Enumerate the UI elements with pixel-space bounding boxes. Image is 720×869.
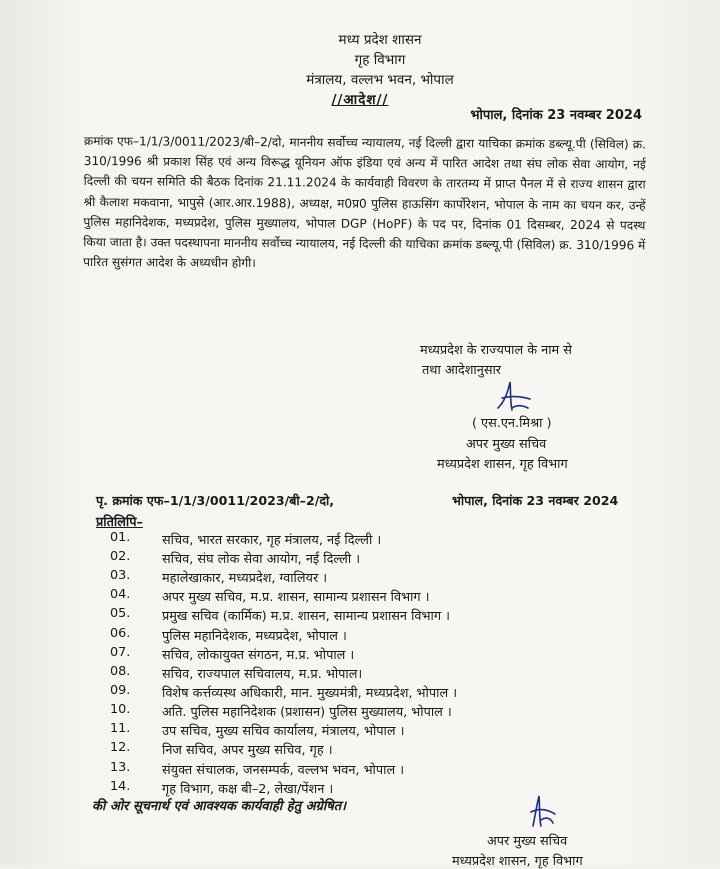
header-government: मध्य प्रदेश शासन [338, 32, 422, 48]
signature-icon [490, 378, 540, 418]
list-item-text: पुलिस महानिदेशक, मध्यप्रदेश, भोपाल । [162, 629, 347, 644]
list-item-number: 13. [110, 760, 131, 775]
authority-line-1: मध्यप्रदेश के राज्यपाल के नाम से [420, 343, 572, 358]
list-item-number: 05. [110, 606, 131, 621]
signatory-department: मध्यप्रदेश शासन, गृह विभाग [437, 457, 568, 472]
closing-note: की ओर सूचनार्थ एवं आवश्यक कार्यवाही हेतु अग्रेषित। [92, 799, 347, 814]
list-item-text: गृह विभाग, कक्ष बी–2, लेखा/पेंशन । [162, 782, 334, 797]
list-item-number: 06. [110, 626, 131, 641]
list-item-text: अति. पुलिस महानिदेशक (प्रशासन) पुलिस मुख्यालय, भोपाल । [162, 705, 452, 720]
footer-signatory-title: अपर मुख्य सचिव [487, 834, 568, 849]
list-item-text: संयुक्त संचालक, जनसम्पर्क, वल्लभ भवन, भोपाल । [162, 763, 405, 778]
list-item-text: अपर मुख्य सचिव, म.प्र. शासन, सामान्य प्रशासन विभाग । [162, 590, 430, 605]
list-item-text: प्रमुख सचिव (कार्मिक) म.प्र. शासन, सामान्य प्रशासन विभाग । [162, 609, 450, 624]
order-date: भोपाल, दिनांक 23 नवम्बर 2024 [470, 108, 642, 123]
order-title: //आदेश// [331, 92, 389, 108]
header-department: गृह विभाग [354, 52, 406, 68]
list-item-number: 12. [110, 740, 131, 755]
authority-line-2: तथा आदेशानुसार [422, 363, 502, 378]
list-item-number: 04. [110, 587, 131, 602]
signatory-title: अपर मुख्य सचिव [466, 437, 547, 452]
list-item-text: सचिव, संघ लोक सेवा आयोग, नई दिल्ली । [162, 552, 361, 567]
list-item-text: सचिव, लोकायुक्त संगठन, म.प्र. भोपाल । [162, 648, 355, 663]
list-item-text: सचिव, भारत सरकार, गृह मंत्रालय, नई दिल्ली । [162, 533, 382, 548]
list-item-number: 08. [110, 664, 131, 679]
signatory-name: ( एस.एन.मिश्रा ) [472, 416, 552, 431]
list-item-number: 01. [110, 530, 131, 545]
footer-signatory-department: मध्यप्रदेश शासन, गृह विभाग [452, 854, 583, 869]
list-item-number: 07. [110, 645, 131, 660]
list-item-text: उप सचिव, मुख्य सचिव कार्यालय, मंत्रालय, भोपाल । [162, 724, 405, 739]
list-item-number: 10. [110, 702, 131, 717]
list-item-text: निज सचिव, अपर मुख्य सचिव, गृह । [162, 743, 333, 758]
header-address: मंत्रालय, वल्लभ भवन, भोपाल [306, 72, 454, 88]
list-item-number: 03. [110, 568, 131, 583]
list-item-text: विशेष कर्त्तव्यस्थ अधिकारी, मान. मुख्यमंत्री, मध्यप्रदेश, भोपाल । [162, 686, 458, 701]
list-item-number: 02. [110, 549, 131, 564]
list-item-text: महालेखाकार, मध्यप्रदेश, ग्वालियर । [162, 571, 328, 586]
copy-label: प्रतिलिपि– [96, 515, 143, 530]
copy-reference-number: पृ. क्रमांक एफ–1/1/3/0011/2023/बी–2/दो, [96, 493, 335, 508]
signature-icon [523, 792, 563, 832]
list-item-number: 09. [110, 683, 131, 698]
order-body: क्रमांक एफ–1/1/3/0011/2023/बी–2/दो, माननीय सर्वोच्च न्यायालय, नई दिल्ली द्वारा याचिका क्रमांक डब्ल्यू.पी (सिविल) क्र. 310/1996 श्री प्रकाश सिंह एवं अन्य विरूद्ध यूनियन ऑफ इंडिया एवं अन्य में पारित आदेश तथा संघ लोक सेवा आयोग, नई दिल्ली की चयन समिति की बैठक दिनांक 21.11.2024 के कार्यवाही विवरण के तारतम्य में प्राप्त पैनल में से राज्य शासन द्वारा श्री कैलाश मकवाना, भापुसे (आर.आर.1988), अध्यक्ष, म0प्र0 पुलिस हाऊसिंग कार्पोरेशन, भोपाल के नाम का चयन कर, उन्हें पुलिस महानिदेशक, मध्यप्रदेश, पुलिस मुख्यालय, भोपाल DGP (HoPF) के पद पर, दिनांक 01 दिसम्बर, 2024 से पदस्थ किया जाता है। उक्त पदस्थापना माननीय सर्वोच्च न्यायालय, नई दिल्ली की याचिका क्रमांक डब्ल्यू.पी (सिविल) क्र. 310/1996 में पारित सुसंगत आदेश के अध्यधीन होगी। [83, 133, 646, 271]
copy-date: भोपाल, दिनांक 23 नवम्बर 2024 [452, 493, 619, 508]
list-item-number: 14. [110, 779, 131, 794]
list-item-text: सचिव, राज्यपाल सचिवालय, म.प्र. भोपाल। [162, 667, 363, 682]
list-item-number: 11. [110, 721, 131, 736]
